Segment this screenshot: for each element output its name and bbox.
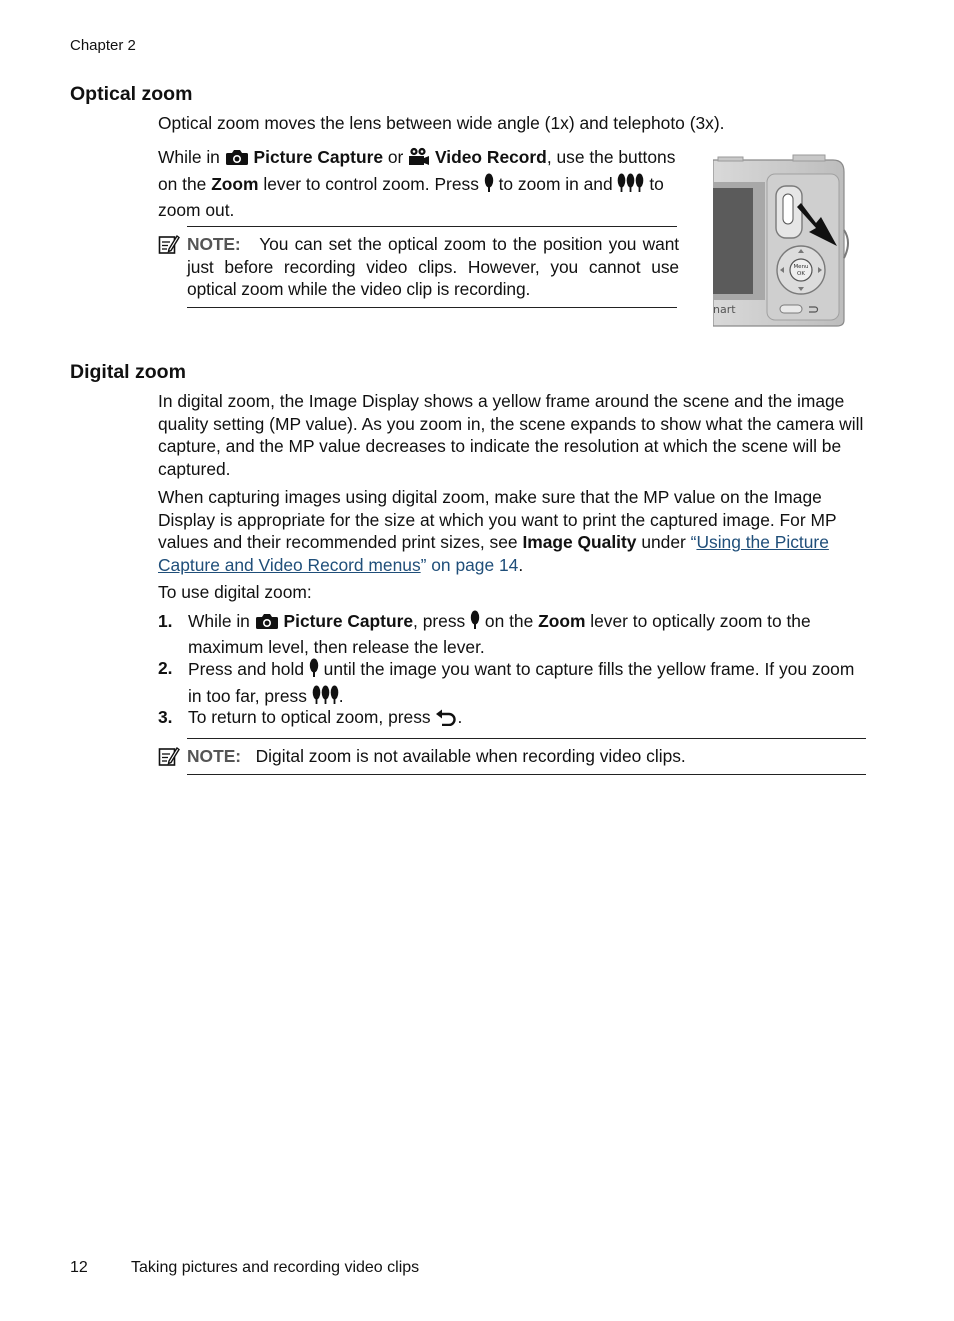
step-2-text: Press and hold until the image you want to capture fills the yellow frame. If you zoom in too far, press . — [188, 657, 868, 711]
digital-zoom-paragraph-2: When capturing images using digital zoom, make sure that the MP value on the Image Display is appropriate for the size at which you want to print the captured image. For MP values and their recommended print sizes, see Image Quality under “Using the Picture Capture and Video Record menus” on page 14. — [158, 487, 837, 575]
step-number: 2. — [158, 658, 173, 678]
camera-icon — [225, 149, 249, 173]
optical-note-text: NOTE: You can set the optical zoom to the position you want just before recording video clips. However, you cannot use optical zoom while the video clip is recording. — [187, 234, 679, 299]
footer-section-title: Taking pictures and recording video clips — [131, 1259, 420, 1276]
svg-text:Menu: Menu — [793, 264, 809, 270]
note-bottom-rule — [187, 774, 866, 775]
camera-icon — [255, 613, 279, 636]
optical-zoom-instructions: While in Picture Capture or Video Record, use the buttons on the Zoom lever to control zoom. Press to zoom in and to zoom out. — [158, 147, 676, 220]
trees-zoom-out-icon — [617, 173, 644, 200]
optical-zoom-heading: Optical zoom — [70, 83, 193, 105]
back-arrow-icon — [435, 709, 457, 732]
tree-zoom-in-icon — [309, 658, 319, 684]
digital-zoom-paragraph-1: In digital zoom, the Image Display shows a yellow frame around the scene and the image quality setting (MP value). As you zoom in, the scene expands to show what the camera will capture, and the MP value decreases to indicate the resolution at which the scene will be captured. — [158, 391, 864, 479]
cross-reference-link[interactable]: “Using the Picture Capture and Video Record menus” on page 14 — [158, 532, 829, 575]
camera-back-illustration — [713, 152, 851, 334]
note-label: NOTE: — [187, 746, 242, 766]
digital-zoom-heading: Digital zoom — [70, 361, 186, 383]
note-label: NOTE: — [187, 234, 241, 254]
step-number: 1. — [158, 611, 173, 631]
step-number: 3. — [158, 707, 173, 727]
note-icon — [158, 745, 180, 773]
digital-note-text: NOTE: Digital zoom is not available when recording video clips. — [187, 746, 686, 766]
note-icon — [158, 233, 180, 261]
running-header: Chapter 2 — [70, 37, 136, 54]
digital-zoom-paragraph-3: To use digital zoom: — [158, 582, 312, 602]
svg-text:nart: nart — [713, 303, 736, 316]
video-camera-icon — [408, 147, 430, 173]
note-bottom-rule — [187, 307, 677, 308]
note-top-rule — [187, 738, 866, 739]
svg-text:OK: OK — [797, 271, 805, 277]
optical-zoom-intro: Optical zoom moves the lens between wide angle (1x) and telephoto (3x). — [158, 113, 725, 133]
step-3-text: To return to optical zoom, press . — [188, 706, 868, 732]
page-number: 12 — [70, 1259, 88, 1276]
step-1-text: While in Picture Capture, press on the Zoom lever to optically zoom to the maximum level, then release the lever. — [188, 611, 811, 657]
note-top-rule — [187, 226, 677, 227]
tree-zoom-in-icon — [470, 610, 480, 636]
tree-zoom-in-icon — [484, 173, 494, 200]
